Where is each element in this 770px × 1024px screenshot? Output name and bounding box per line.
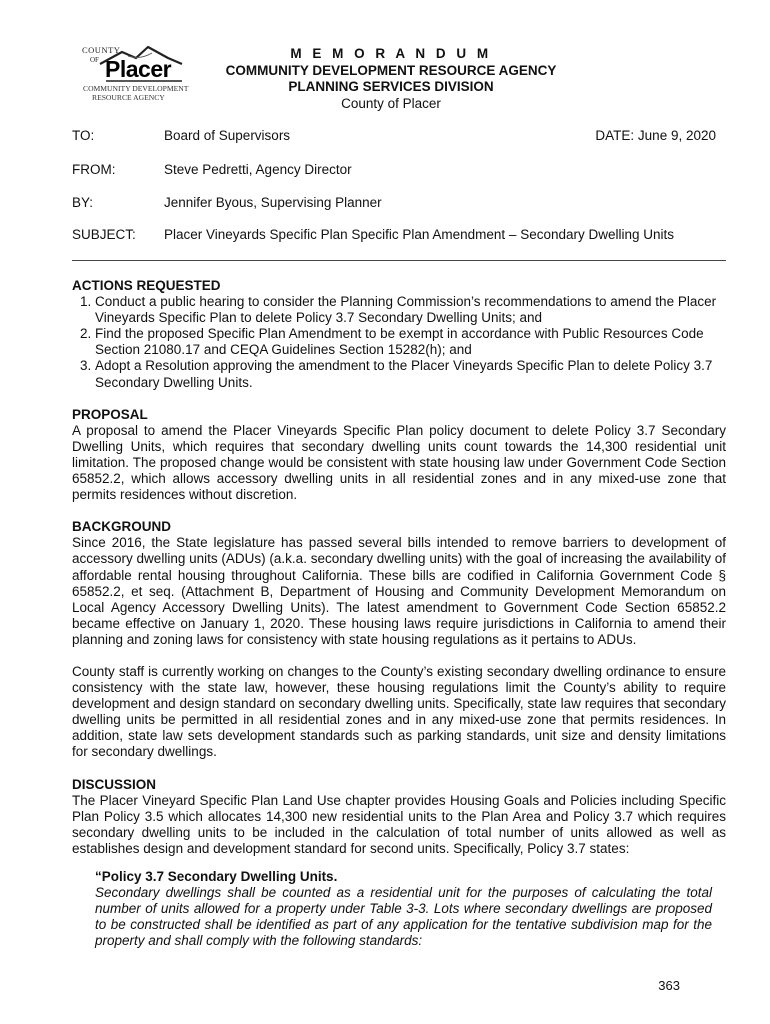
discussion-section xyxy=(72,777,726,857)
background-paragraph-1: Since 2016, the State legislature has passed several bills intended to remove barriers to development of accessory dwelling units (ADUs) (a.k.a. secondary dwelling units) with the goal of increasing the availability of affordable rental housing throughout California. These bills are codified in California Government Code § 65852.2, et seq. (Attachment B, Department of Housing and Community Development Memorandum on Local Agency Accessory Dwelling Units). The latest amendment to Government Code Section 65852.2 became effective on January 1, 2020. These housing laws require jurisdictions in California to amend their planning and zoning laws for consistency with state housing regulations as it pertains to ADUs. xyxy=(72,535,726,647)
discussion-text: The Placer Vineyard Specific Plan Land Use chapter provides Housing Goals and Policies including Specific Plan Policy 3.5 which allocates 14,300 new residential units to the Plan Area and Policy 3.7 which requires secondary dwelling units to be included in the calculation of total number of units allowed as well as establishes design and development standard for second units. Specifically, Policy 3.7 states: xyxy=(72,792,726,856)
logo-county-text: COUNTY xyxy=(82,45,121,55)
proposal-heading: PROPOSAL xyxy=(72,406,148,422)
proposal-section xyxy=(72,407,726,504)
proposal-text: A proposal to amend the Placer Vineyards Specific Plan policy document to delete Policy 3.7 Secondary Dwelling Units, which requires that secondary dwelling units count towards the 14,300 residential unit limitation. The proposed change would be consistent with state housing law under Government Code Section 65852.2, which allows accessory dwelling units in all residential zones and in any mixed-use zone that permits residences without discretion. xyxy=(72,422,726,503)
background-continued xyxy=(72,664,726,761)
actions-heading: ACTIONS REQUESTED xyxy=(72,278,221,293)
background-section xyxy=(72,519,726,648)
date-field: DATE: June 9, 2020 xyxy=(595,128,716,143)
policy-quote xyxy=(95,869,712,949)
by-label: BY: xyxy=(72,195,94,210)
from-value: Steve Pedretti, Agency Director xyxy=(164,162,352,177)
discussion-heading: DISCUSSION xyxy=(72,776,157,792)
division-name: PLANNING SERVICES DIVISION xyxy=(288,79,494,94)
actions-section xyxy=(72,278,726,391)
memo-title: M E M O R A N D U M xyxy=(290,46,492,61)
subject-value: Placer Vineyards Specific Plan Specific Plan Amendment – Secondary Dwelling Units xyxy=(164,227,675,242)
by-value: Jennifer Byous, Supervising Planner xyxy=(164,195,382,210)
actions-list xyxy=(72,294,726,391)
to-value: Board of Supervisors xyxy=(164,128,291,143)
logo-cdra-line1: COMMUNITY DEVELOPMENT xyxy=(83,84,189,93)
memo-body xyxy=(72,278,726,949)
logo-placer-text: Placer xyxy=(105,56,172,82)
header-divider xyxy=(72,260,726,261)
to-label: TO: xyxy=(72,128,95,143)
logo-of-text: OF xyxy=(90,56,99,64)
county-name: County of Placer xyxy=(341,96,441,111)
from-label: FROM: xyxy=(72,162,116,177)
logo-cdra-line2: RESOURCE AGENCY xyxy=(92,93,165,102)
policy-quote-title: “Policy 3.7 Secondary Dwelling Units. xyxy=(95,869,338,884)
list-item: 1. Conduct a public hearing to consider the Planning Commission’s recommendations to amend the Placer Vineyards Specific Plan to delete Policy 3.7 Secondary Dwelling Units; and xyxy=(95,294,726,326)
list-item: 2. Find the proposed Specific Plan Amendment to be exempt in accordance with Public Resources Code Section 21080.17 and CEQA Guidelines Section 15282(h); and xyxy=(95,326,726,358)
policy-quote-body: Secondary dwellings shall be counted as a residential unit for the purposes of calculating the total number of units allowed for a property under Table 3-3. Lots where secondary dwellings are proposed to be constructed shall be identified as part of any application for the tentative subdivision map for the property and shall comply with the following standards: xyxy=(95,885,712,949)
background-paragraph-2: County staff is currently working on changes to the County’s existing secondary dwelling ordinance to ensure consistency with the state law, however, these housing regulations limit the County’s ability to require development and design standard on secondary dwelling units. Specifically, state law requires that secondary dwelling units be permitted in all residential zones and in any mixed-use zone that permits residences. In addition, state law sets development standards such as parking standards, unit size and density limitations for secondary dwellings. xyxy=(72,663,726,760)
agency-name: COMMUNITY DEVELOPMENT RESOURCE AGENCY xyxy=(225,63,557,78)
subject-label: SUBJECT: xyxy=(72,227,136,242)
list-item: 3. Adopt a Resolution approving the amendment to the Placer Vineyards Specific Plan to delete Policy 3.7 Secondary Dwelling Units. xyxy=(95,358,726,390)
page-number: 363 xyxy=(658,978,680,993)
background-heading: BACKGROUND xyxy=(72,519,171,535)
